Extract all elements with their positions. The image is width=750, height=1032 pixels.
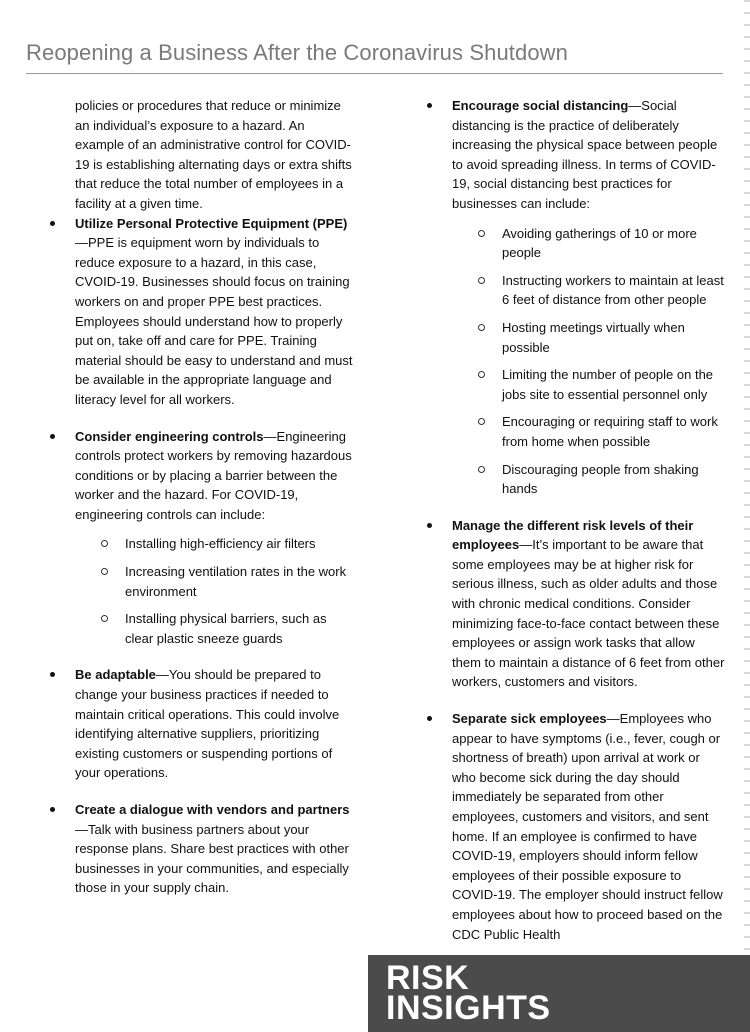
sub-list-item (100, 609, 355, 648)
bullet-text (75, 427, 355, 525)
sub-item-text: Avoiding gatherings of 10 or more people (502, 225, 697, 261)
bullet-body: —It’s important to be aware that some employees may be at higher risk for serious illness, such as older adults and those with chronic medical conditions. Consider minimizing face-to-face contact between these employees or assign work tasks that allow them to maintain a distance of 6 feet from other workers, customers and visitors. (452, 537, 725, 690)
circle-bullet-icon (478, 371, 485, 378)
bullet-vendors-dialogue (50, 800, 355, 898)
bullet-icon (427, 103, 432, 108)
bullet-heading: Consider engineering controls (75, 428, 264, 444)
sub-list-item (477, 318, 727, 357)
bullet-icon (50, 807, 55, 812)
sub-item-text: Discouraging people from shaking hands (502, 461, 699, 497)
bullet-body: —You should be prepared to change your business practices if needed to maintain critical operations. This could involve identifying alternative suppliers, prioritizing existing customers or suspending portions of your operations. (75, 667, 340, 781)
risk-insights-logo (368, 955, 750, 1032)
sub-item-text: Installing physical barriers, such as clear plastic sneeze guards (125, 611, 327, 646)
bullet-body: —Employees who appear to have symptoms (i.e., fever, cough or shortness of breath) upon arrival at work or who become sick during the day should immediately be separated from other employees, customers and visitors, and sent home. If an employee is confirmed to have COVID-19, employers should inform fellow employees of their possible exposure to COVID-19. The employer should instruct fellow employees about how to proceed based on the CDC Public Health (452, 711, 723, 942)
bullet-heading: Encourage social distancing (452, 98, 629, 113)
bullet-icon (427, 716, 432, 721)
left-column (50, 96, 355, 915)
bullet-body: —Talk with business partners about your response plans. Share best practices with other businesses in your communities, and especially those in your supply chain. (75, 821, 349, 896)
sub-list-item (477, 365, 727, 404)
circle-bullet-icon (101, 540, 108, 547)
sub-list (452, 224, 727, 499)
sub-list-item (477, 412, 727, 451)
bullet-body: —PPE is equipment worn by individuals to reduce exposure to a hazard, in this case, CVOID-19. Businesses should focus on training workers on and proper PPE best practices. Employees should understand how to properly put on, take off and care for PPE. Training material should be easy to understand and must be available in the appropriate language and literacy level for all workers. (75, 235, 353, 407)
bullet-risk-levels (427, 516, 727, 692)
sub-item-text: Instructing workers to maintain at least 6 feet of distance from other people (502, 272, 724, 308)
logo-text-line2: INSIGHTS (386, 989, 551, 1027)
circle-bullet-icon (101, 615, 108, 622)
sub-item-text: Limiting the number of people on the jobs site to essential personnel only (502, 367, 714, 402)
bullet-heading: Utilize Personal Protective Equipment (PPE) (75, 215, 348, 231)
sub-item-text: Hosting meetings virtually when possible (502, 319, 685, 355)
bullet-text (75, 665, 355, 783)
bullet-icon (50, 672, 55, 677)
sub-list-item (100, 562, 355, 601)
page-title: Reopening a Business After the Coronavirus Shutdown (26, 40, 568, 65)
bullet-text (452, 516, 727, 692)
bullet-text (75, 800, 355, 898)
page-edge-decoration (744, 0, 750, 1032)
sub-list-item (100, 534, 355, 554)
bullet-icon (427, 523, 432, 528)
bullet-separate-sick (427, 709, 727, 944)
sub-item-text: Increasing ventilation rates in the work environment (125, 564, 347, 599)
circle-bullet-icon (478, 277, 485, 284)
sub-item-text: Installing high-efficiency air filters (125, 536, 316, 552)
title-divider (26, 73, 723, 74)
bullet-social-distancing (427, 96, 727, 499)
bullet-text (75, 214, 355, 410)
bullet-body: —Social distancing is the practice of deliberately increasing the physical space between people to avoid spreading illness. In terms of COVID-19, social distancing best practices for businesses can include: (452, 98, 718, 211)
bullet-text (452, 709, 727, 944)
bullet-heading: Manage the different risk levels of their employees (452, 517, 694, 553)
bullet-heading: Be adaptable (75, 667, 156, 683)
bullet-ppe (50, 214, 355, 410)
bullet-be-adaptable (50, 665, 355, 783)
sub-list-item (477, 271, 727, 310)
circle-bullet-icon (478, 418, 485, 425)
sub-item-text: Encouraging or requiring staff to work from home when possible (502, 414, 718, 449)
circle-bullet-icon (101, 568, 108, 575)
sub-list (75, 534, 355, 648)
circle-bullet-icon (478, 466, 485, 473)
intro-paragraph: policies or procedures that reduce or minimize an individual’s exposure to a hazard. An example of an administrative control for COVID-19 is establishing alternating days or extra shifts that reduce the total number of employees in a facility at a given time. (75, 98, 352, 211)
sub-list-item (477, 460, 727, 499)
bullet-engineering-controls (50, 427, 355, 649)
bullet-body: —Engineering controls protect workers by removing hazardous conditions or by placing a barrier between the worker and the hazard. For COVID-19, engineering controls can include: (75, 428, 352, 522)
logo-text-line1: RISK (386, 959, 470, 997)
bullet-heading: Create a dialogue with vendors and partners (75, 802, 350, 817)
sub-list-item (477, 224, 727, 263)
bullet-icon (50, 221, 55, 226)
circle-bullet-icon (478, 230, 485, 237)
right-column (427, 96, 727, 961)
bullet-icon (50, 434, 55, 439)
circle-bullet-icon (478, 324, 485, 331)
bullet-heading: Separate sick employees (452, 711, 607, 727)
bullet-text (452, 96, 727, 214)
